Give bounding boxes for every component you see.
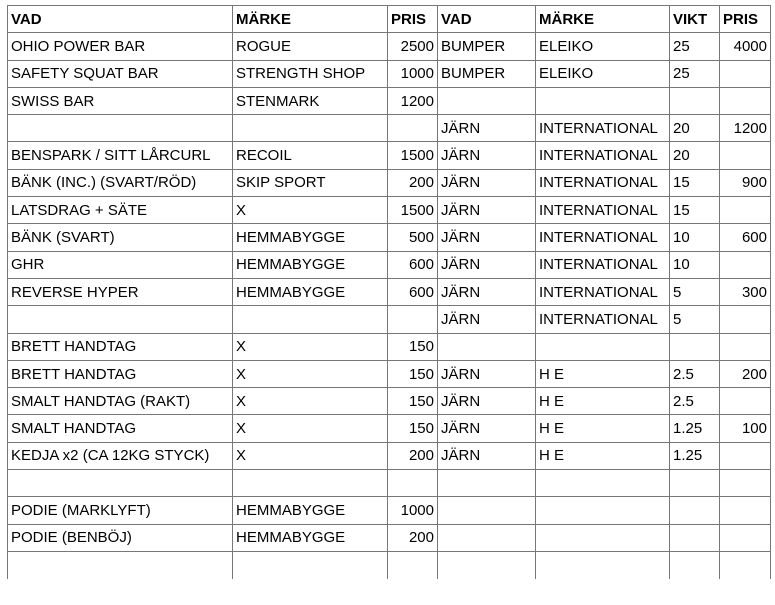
cell-weight-price[interactable]: 200 [720,360,771,387]
cell-weight-brand[interactable]: H E [536,442,670,469]
table-row [8,251,771,278]
cell-weight-brand[interactable]: INTERNATIONAL [536,142,670,169]
cell-weight-price[interactable] [720,442,771,469]
cell-item-name[interactable]: SMALT HANDTAG (RAKT) [8,388,233,415]
cell-brand[interactable] [233,115,388,142]
spreadsheet-table [7,5,771,579]
cell-weight-brand[interactable]: INTERNATIONAL [536,306,670,333]
cell-weight-kg[interactable] [670,524,720,551]
table-row [8,497,771,524]
cell-item-name[interactable]: OHIO POWER BAR [8,33,233,60]
cell-weight-brand[interactable]: INTERNATIONAL [536,169,670,196]
cell-price[interactable]: 200 [388,169,438,196]
header-cell-pris[interactable]: PRIS [388,6,438,33]
table-row [8,278,771,305]
table-row [8,388,771,415]
cell-price[interactable]: 1500 [388,197,438,224]
cell-price[interactable]: 150 [388,415,438,442]
cell-brand[interactable]: HEMMABYGGE [233,524,388,551]
cell-item-name[interactable]: BÄNK (SVART) [8,224,233,251]
table-row [8,142,771,169]
cell-price[interactable]: 200 [388,524,438,551]
header-cell-marke[interactable]: MÄRKE [536,6,670,33]
cell-weight-type[interactable]: JÄRN [438,197,536,224]
cell-weight-brand[interactable] [536,497,670,524]
table-row [8,524,771,551]
cell-price[interactable] [388,306,438,333]
cell-item-name[interactable]: BENSPARK / SITT LÅRCURL [8,142,233,169]
cell-price[interactable]: 2500 [388,33,438,60]
cell-item-name[interactable]: KEDJA x2 (CA 12KG STYCK) [8,442,233,469]
cell-weight-price[interactable]: 100 [720,415,771,442]
cell-item-name[interactable]: BRETT HANDTAG [8,333,233,360]
cell-brand[interactable]: HEMMABYGGE [233,278,388,305]
cell-weight-type[interactable]: BUMPER [438,60,536,87]
cell-brand[interactable]: HEMMABYGGE [233,224,388,251]
cell-weight-brand[interactable]: ELEIKO [536,60,670,87]
cell-weight-kg[interactable]: 2.5 [670,388,720,415]
cell-brand[interactable]: X [233,333,388,360]
cell-price[interactable] [388,470,438,497]
table-row [8,306,771,333]
cell-brand[interactable] [233,306,388,333]
table-row [8,224,771,251]
cell-item-name[interactable]: SAFETY SQUAT BAR [8,60,233,87]
cell-weight-kg[interactable] [670,497,720,524]
cell-weight-brand[interactable]: ELEIKO [536,33,670,60]
cell-brand[interactable] [233,470,388,497]
cell-brand[interactable]: STENMARK [233,87,388,114]
cell-weight-kg[interactable]: 25 [670,60,720,87]
cell-weight-brand[interactable]: INTERNATIONAL [536,278,670,305]
cell-weight-brand[interactable]: INTERNATIONAL [536,251,670,278]
table-row [8,60,771,87]
cell-item-name[interactable]: BRETT HANDTAG [8,360,233,387]
cell-weight-type[interactable]: JÄRN [438,360,536,387]
cell-weight-kg[interactable]: 10 [670,251,720,278]
cell-item-name[interactable]: SWISS BAR [8,87,233,114]
cell-brand[interactable]: X [233,415,388,442]
cell-weight-kg[interactable]: 15 [670,169,720,196]
header-cell-marke[interactable]: MÄRKE [233,6,388,33]
cell-item-name[interactable]: LATSDRAG + SÄTE [8,197,233,224]
cell-weight-kg[interactable] [670,333,720,360]
cell-item-name[interactable]: PODIE (MARKLYFT) [8,497,233,524]
table-row [8,115,771,142]
cell-weight-type[interactable] [438,87,536,114]
cell-weight-price[interactable]: 4000 [720,33,771,60]
header-cell-vad[interactable]: VAD [8,6,233,33]
cell-weight-type[interactable] [438,551,536,578]
header-cell-vad[interactable]: VAD [438,6,536,33]
cell-weight-type[interactable]: JÄRN [438,415,536,442]
cell-weight-kg[interactable]: 1.25 [670,415,720,442]
cell-price[interactable]: 200 [388,442,438,469]
table-row [8,442,771,469]
cell-price[interactable] [388,115,438,142]
cell-price[interactable]: 1200 [388,87,438,114]
cell-brand[interactable]: X [233,197,388,224]
cell-weight-price[interactable] [720,306,771,333]
cell-item-name[interactable] [8,115,233,142]
table-row [8,87,771,114]
cell-weight-kg[interactable]: 2.5 [670,360,720,387]
cell-item-name[interactable] [8,551,233,578]
table-row [8,33,771,60]
cell-price[interactable]: 1000 [388,497,438,524]
cell-price[interactable]: 600 [388,278,438,305]
cell-weight-type[interactable]: JÄRN [438,306,536,333]
cell-weight-price[interactable] [720,60,771,87]
cell-weight-price[interactable] [720,497,771,524]
cell-weight-price[interactable] [720,388,771,415]
cell-item-name[interactable] [8,306,233,333]
cell-price[interactable]: 150 [388,360,438,387]
cell-weight-price[interactable] [720,197,771,224]
cell-item-name[interactable]: REVERSE HYPER [8,278,233,305]
cell-weight-type[interactable]: JÄRN [438,115,536,142]
cell-brand[interactable]: HEMMABYGGE [233,251,388,278]
cell-weight-brand[interactable]: INTERNATIONAL [536,197,670,224]
cell-brand[interactable]: STRENGTH SHOP [233,60,388,87]
cell-weight-brand[interactable] [536,470,670,497]
cell-brand[interactable]: HEMMABYGGE [233,497,388,524]
cell-weight-price[interactable]: 300 [720,278,771,305]
cell-weight-type[interactable]: JÄRN [438,169,536,196]
cell-item-name[interactable]: GHR [8,251,233,278]
cell-weight-brand[interactable] [536,333,670,360]
cell-weight-type[interactable] [438,497,536,524]
cell-weight-brand[interactable]: H E [536,388,670,415]
cell-weight-kg[interactable]: 1.25 [670,442,720,469]
cell-weight-brand[interactable] [536,87,670,114]
cell-weight-price[interactable] [720,551,771,578]
cell-item-name[interactable]: PODIE (BENBÖJ) [8,524,233,551]
cell-weight-type[interactable]: JÄRN [438,142,536,169]
cell-price[interactable]: 1000 [388,60,438,87]
cell-weight-price[interactable] [720,142,771,169]
cell-price[interactable]: 150 [388,333,438,360]
cell-weight-brand[interactable]: INTERNATIONAL [536,115,670,142]
cell-item-name[interactable]: BÄNK (INC.) (SVART/RÖD) [8,169,233,196]
cell-brand[interactable]: RECOIL [233,142,388,169]
cell-price[interactable]: 500 [388,224,438,251]
cell-brand[interactable]: X [233,360,388,387]
cell-price[interactable] [388,551,438,578]
cell-weight-kg[interactable] [670,551,720,578]
cell-weight-type[interactable]: JÄRN [438,224,536,251]
cell-item-name[interactable]: SMALT HANDTAG [8,415,233,442]
cell-weight-brand[interactable]: H E [536,360,670,387]
cell-brand[interactable]: ROGUE [233,33,388,60]
table-row [8,197,771,224]
cell-weight-type[interactable]: JÄRN [438,251,536,278]
cell-weight-price[interactable] [720,333,771,360]
cell-weight-kg[interactable] [670,470,720,497]
cell-weight-brand[interactable] [536,551,670,578]
cell-weight-brand[interactable] [536,524,670,551]
table-row [8,470,771,497]
table-row [8,415,771,442]
header-cell-pris[interactable]: PRIS [720,6,771,33]
cell-price[interactable]: 150 [388,388,438,415]
cell-weight-price[interactable]: 600 [720,224,771,251]
header-row [8,6,771,33]
cell-weight-type[interactable]: JÄRN [438,388,536,415]
cell-weight-kg[interactable] [670,87,720,114]
table-row [8,360,771,387]
cell-weight-price[interactable] [720,470,771,497]
table-row [8,333,771,360]
table-row [8,551,771,578]
cell-weight-price[interactable]: 900 [720,169,771,196]
cell-weight-price[interactable] [720,524,771,551]
cell-item-name[interactable] [8,470,233,497]
header-cell-vikt[interactable]: VIKT [670,6,720,33]
cell-weight-type[interactable]: JÄRN [438,278,536,305]
cell-weight-type[interactable] [438,333,536,360]
table-row [8,169,771,196]
cell-brand[interactable]: X [233,388,388,415]
cell-weight-brand[interactable]: INTERNATIONAL [536,224,670,251]
cell-brand[interactable]: X [233,442,388,469]
cell-weight-type[interactable] [438,524,536,551]
cell-weight-type[interactable]: BUMPER [438,33,536,60]
cell-weight-kg[interactable]: 5 [670,306,720,333]
cell-weight-kg[interactable]: 20 [670,115,720,142]
cell-weight-price[interactable] [720,251,771,278]
cell-brand[interactable]: SKIP SPORT [233,169,388,196]
cell-weight-kg[interactable]: 20 [670,142,720,169]
cell-weight-kg[interactable]: 15 [670,197,720,224]
cell-weight-price[interactable]: 1200 [720,115,771,142]
cell-weight-type[interactable]: JÄRN [438,442,536,469]
cell-weight-brand[interactable]: H E [536,415,670,442]
cell-price[interactable]: 1500 [388,142,438,169]
cell-weight-kg[interactable]: 10 [670,224,720,251]
cell-weight-price[interactable] [720,87,771,114]
cell-brand[interactable] [233,551,388,578]
cell-price[interactable]: 600 [388,251,438,278]
cell-weight-type[interactable] [438,470,536,497]
cell-weight-kg[interactable]: 5 [670,278,720,305]
cell-weight-kg[interactable]: 25 [670,33,720,60]
